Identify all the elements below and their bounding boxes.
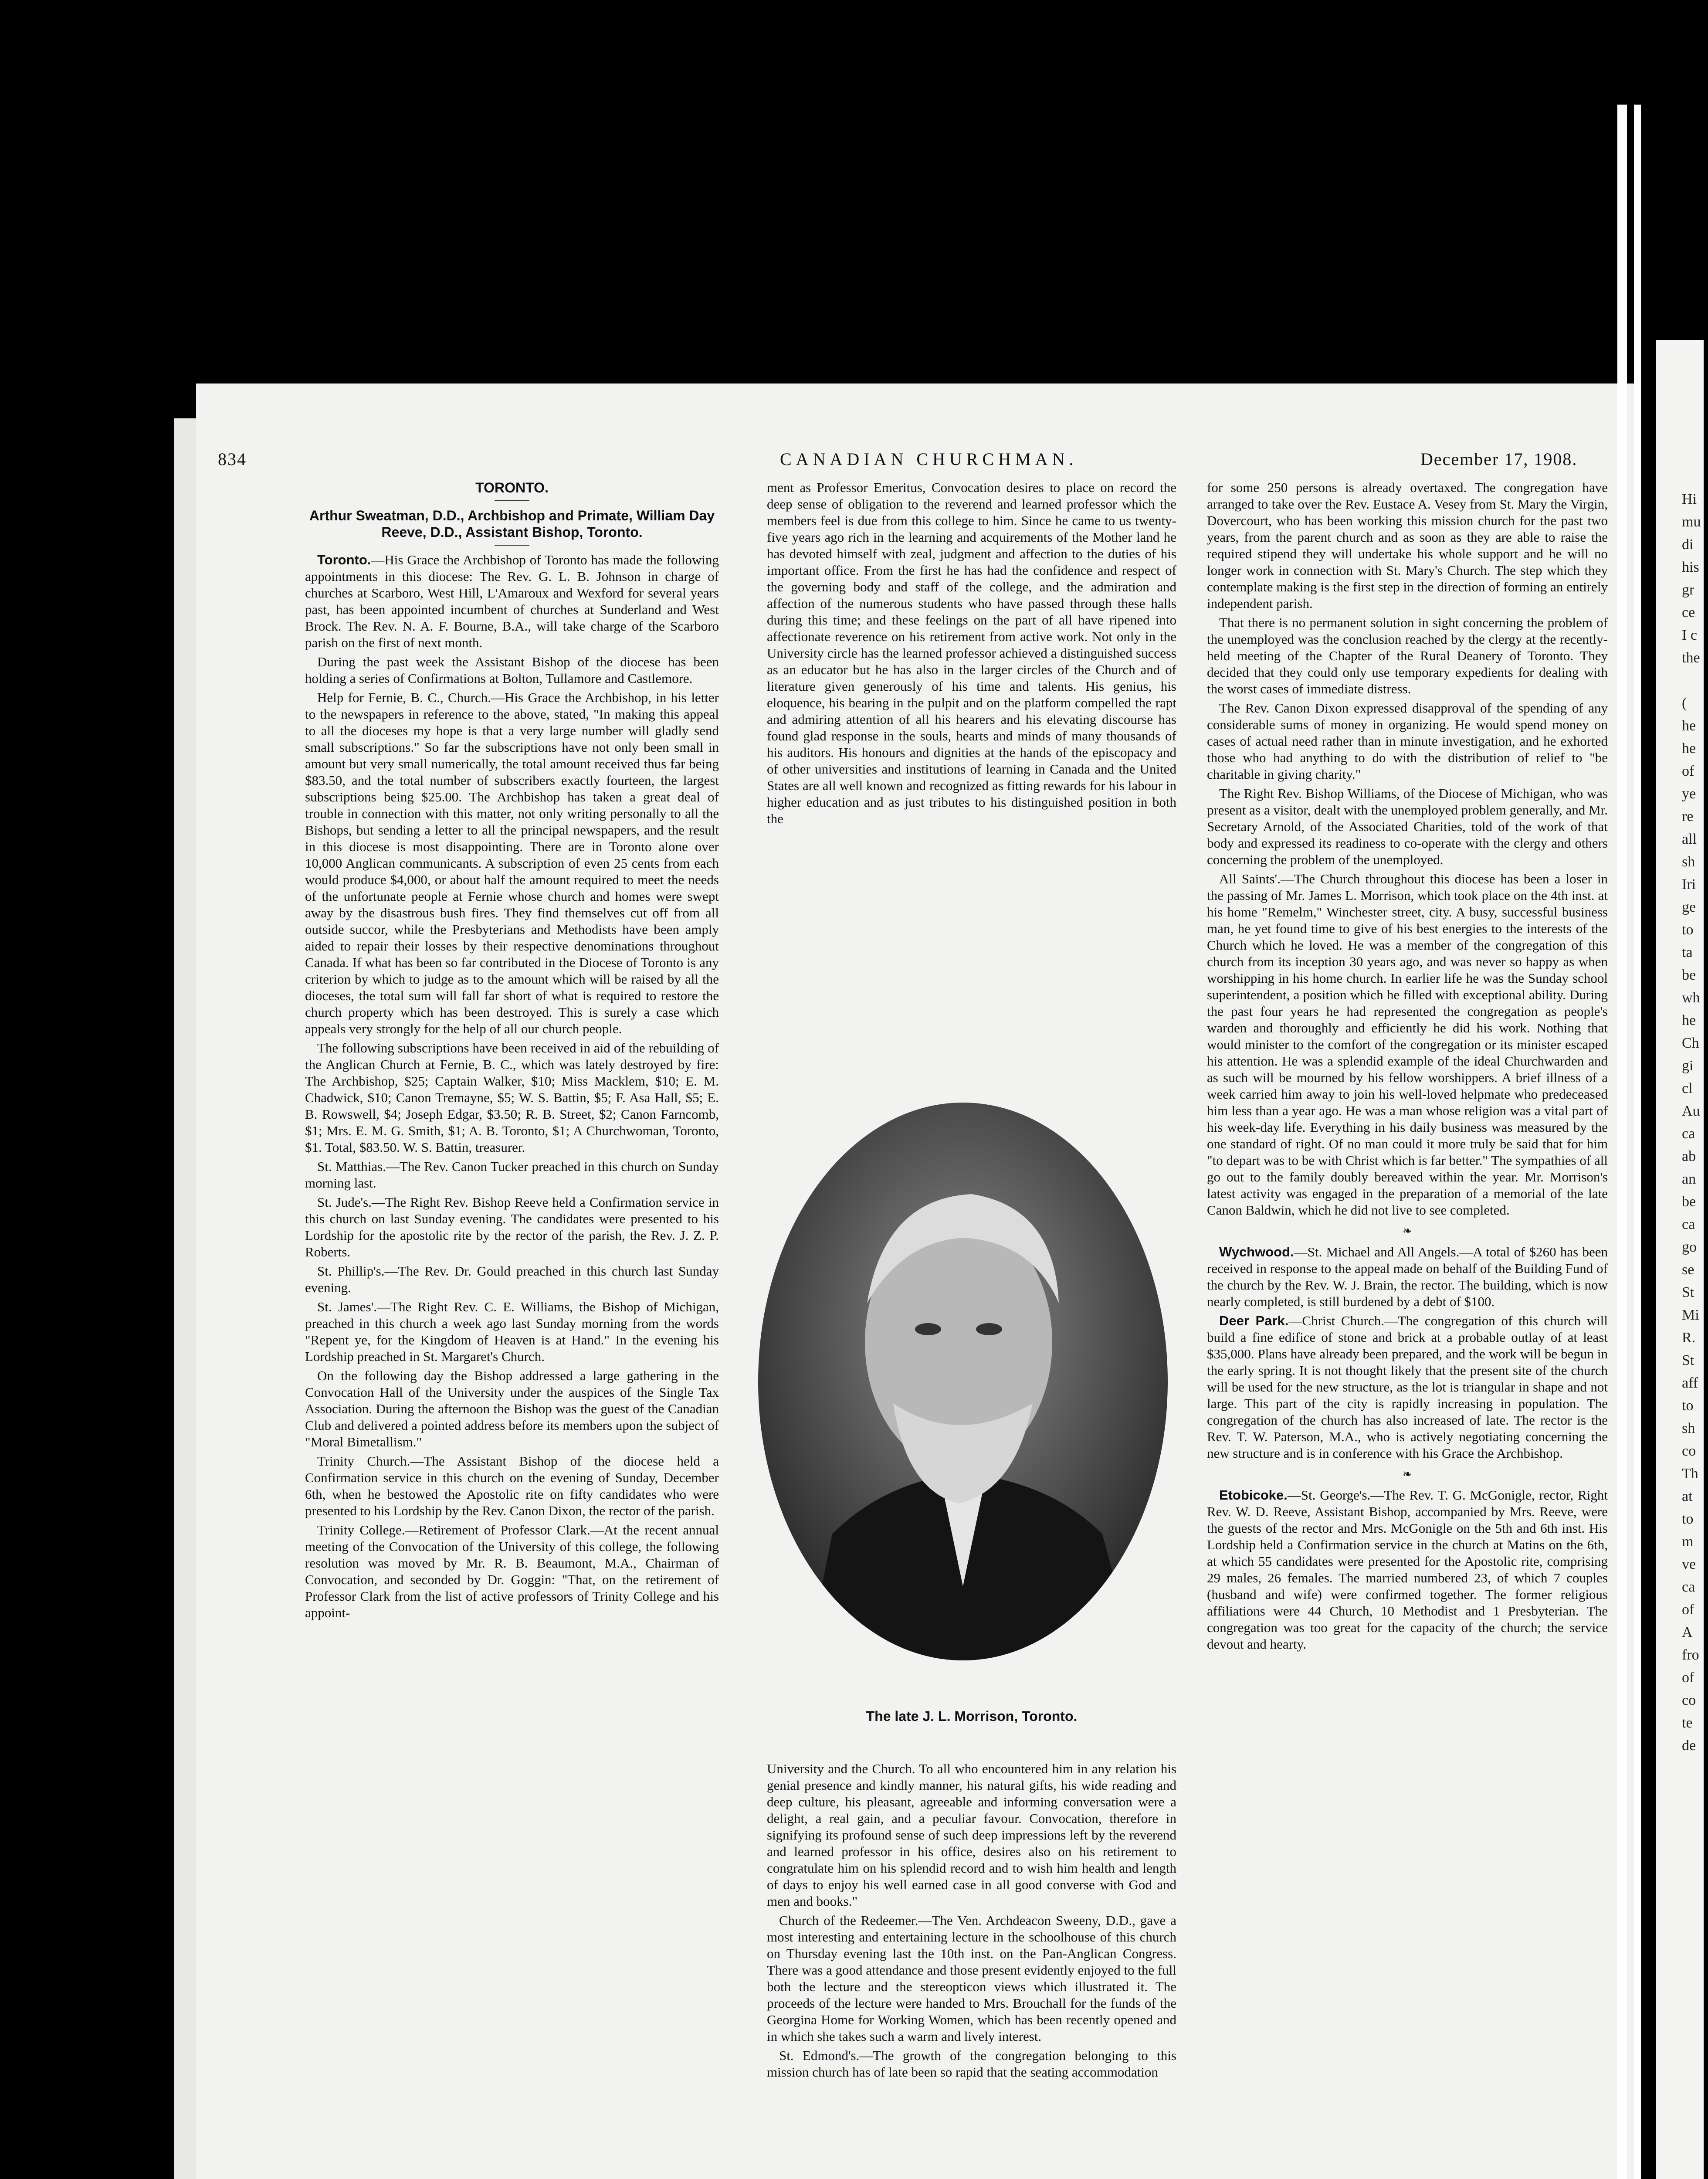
paragraph: St. Matthias.—The Rev. Canon Tucker preached in this church on Sunday morning last. bbox=[305, 1159, 719, 1191]
paragraph: The Rev. Canon Dixon expressed disapproval of the spending of any considerable sums of money in organizing. He would spend money on cases of actual need rather than in minute investigation, and he exhorted those who had anything to do with the distribution of relief to "be charitable in giving charity." bbox=[1207, 700, 1608, 782]
paragraph: That there is no permanent solution in sight concerning the problem of the unemployed was the conclusion reached by the clergy at the recently-held meeting of the Chapter of the Rural Deanery of Toronto. They decided that they could only use temporary expedients for dealing with the worst cases of immediate distress. bbox=[1207, 615, 1608, 696]
paragraph: St. Jude's.—The Right Rev. Bishop Reeve held a Confirmation service in this church on last Sunday evening. The candidates were presented to his Lordship for the apostolic rite by the rector of the parish, the Rev. J. Z. P. Roberts. bbox=[305, 1195, 719, 1259]
paragraph-text: —St. Michael and All Angels.—A total of $260 has been received in response to the appeal made on behalf of the Building Fund of the church by the Rev. W. J. Brain, the rector. The building, which is now nearly completed, is still burdened by a debt of $100. bbox=[1207, 1244, 1608, 1309]
paragraph-text: —His Grace the Archbishop of Toronto has made the following appointments in this diocese: The Rev. G. L. B. Johnson in charge of churches at Scarboro, West Hill, L'Amaroux and Wexford for several years past, has been appointed incumbent of churches at Sunderland and West Brock. The Rev. N. A. F. Bourne, B.A., will take charge of the Scarboro parish on the first of next month. bbox=[305, 552, 719, 650]
place-lead: Etobicoke. bbox=[1219, 1487, 1288, 1503]
paragraph bbox=[1207, 1313, 1608, 1462]
paragraph: for some 250 persons is already overtaxed. The congregation have arranged to take over the Rev. Eustace A. Vesey from St. Mary the Virgin, Dovercourt, who has been working this mission church for the past two years, from the parent church and as soon as they are able to raise the required stipend they will undertake his whole support and he will no longer work in connection with St. Mary's Church. The step which they contemplate making is the first step in the direction of forming an entirely independent parish. bbox=[1207, 480, 1608, 611]
issue-date: December 17, 1908. bbox=[1420, 449, 1578, 469]
paragraph bbox=[1207, 1244, 1608, 1310]
paragraph: Church of the Redeemer.—The Ven. Archdeacon Sweeny, D.D., gave a most interesting and entertaining lecture in the schoolhouse of this church on Thursday evening last the 10th inst. on the Pan-Anglican Congress. There was a good attendance and those present evidently enjoyed to the full both the lecture and the stereopticon views which illustrated it. The proceeds of the lecture were handed to Mrs. Brouchall for the funds of the Georgina Home for Working Women, which has been recently opened and in which she takes such a warm and lively interest. bbox=[767, 1913, 1177, 2044]
paragraph: Trinity Church.—The Assistant Bishop of the diocese held a Confirmation service in this church on the evening of Sunday, December 6th, when he bestowed the Apostolic rite on fifty candidates who were presented to his Lordship by the Rev. Canon Dixon, the rector of the parish. bbox=[305, 1453, 719, 1518]
section-title: TORONTO. bbox=[475, 480, 549, 496]
scan-bar bbox=[1617, 105, 1627, 2179]
paragraph: Trinity College.—Retirement of Professor Clark.—At the recent annual meeting of the Convocation of the University of this college, the following resolution was moved by Mr. R. B. Beaumont, M.A., Chairman of Convocation, and seconded by Dr. Goggin: "That, on the retirement of Professor Clark from the list of active professors of Trinity College and his appoint- bbox=[305, 1522, 719, 1620]
paragraph: The following subscriptions have been received in aid of the rebuilding of the Anglican Church at Fernie, B. C., which was lately destroyed by fire: The Archbishop, $25; Captain Walker, $10; Miss Macklem, $10; E. M. Chadwick, $10; Canon Tremayne, $5; W. S. Battin, $5; F. Asa Hall, $5; E. B. Rowswell, $4; Joseph Edgar, $3.50; R. B. Street, $2; Canon Farncomb, $1; Mrs. E. M. G. Smith, $1; A. B. Toronto, $1; A Churchwoman, Toronto, $1. Total, $83.50. W. S. Battin, treasurer. bbox=[305, 1040, 719, 1155]
column-2-bottom bbox=[767, 1761, 1176, 2083]
column-1 bbox=[305, 479, 719, 1624]
paragraph: The Right Rev. Bishop Williams, of the Diocese of Michigan, who was present as a visitor, dealt with the unemployed problem generally, and Mr. Secretary Arnold, of the Associated Charities, told of the work of that body and expressed its readiness to co-operate with the clergy and others concerning the problem of the unemployed. bbox=[1207, 786, 1608, 867]
paragraph: During the past week the Assistant Bishop of the diocese has been holding a series of Confirmations at Bolton, Tullamore and Castlemore. bbox=[305, 654, 719, 686]
scan-bar bbox=[1634, 105, 1641, 2179]
right-page-fragment-text: Hi mu di his gr ce I c the ( he he of ye re all sh Iri ge to ta be wh he Ch gi cl Au ca ab an be ca go se St Mi R. St aff to sh co Th at to m ve ca of A fro of co te de bbox=[1682, 491, 1701, 1754]
place-lead: Wychwood. bbox=[1219, 1244, 1294, 1259]
paragraph-text: —St. George's.—The Rev. T. G. McGonigle, rector, Right Rev. W. D. Reeve, Assistant Bishop, accompanied by Mrs. Reeve, were the guests of the rector and Mrs. McGonigle on the 5th and 6th inst. His Lordship held a Confirmation service in the church at Matins on the 6th, at which 55 candidates were presented for the Apostolic rite, comprising 29 males, 26 females. The married numbered 23, of which 7 couples (husband and wife) were confirmed together. The former religious affiliations were 44 Church, 10 Methodist and 1 Presbyterian. The congregation was too great for the capacity of the church; the service devout and hearty. bbox=[1207, 1487, 1608, 1652]
ornament-icon: ❧ bbox=[1403, 1225, 1412, 1237]
section-subtitle: Arthur Sweatman, D.D., Archbishop and Primate, William Day Reeve, D.D., Assistant Bishop, Toronto. bbox=[309, 508, 715, 540]
paragraph: On the following day the Bishop addressed a large gathering in the Convocation Hall of the University under the auspices of the Single Tax Association. During the afternoon the Bishop was the guest of the Canadian Club and delivered a pointed address before its members upon the subject of "Moral Bimetallism." bbox=[305, 1368, 719, 1449]
paragraph: All Saints'.—The Church throughout this diocese has been a loser in the passing of Mr. James L. Morrison, which took place on the 4th inst. at his home "Remelm," Winchester street, city. A busy, successful business man, he yet found time to give of his best energies to the interests of the Church which he loved. He was a member of the congregation of this church from its inception 30 years ago, and was never so happy as when worshipping in his home church. In earlier life he was the Sunday school superintendent, a position which he filled with exceptional ability. During the past four years he had represented the congregation as people's warden and thoroughly and efficiently he did his work. Nothing that would minister to the comfort of the congregation or its minister escaped his attention. He was a splendid example of the ideal Churchwarden and as such will be mourned by his fellow worshippers. A brief illness of a week carried him away to join his well-loved helpmate who predeceased him less than a year ago. He was a man whose religion was a vital part of his week-day life. Everything in his daily business was measured by the one standard of right. Of no man could it more truly be said that for him "to depart was to be with Christ which is far better." The sympathies of all go out to the family doubly bereaved within the year. Mr. Morrison's latest activity was engaged in the preparation of a memorial of the late Canon Baldwin, which he did not live to see completed. bbox=[1207, 871, 1608, 1218]
paragraph: ment as Professor Emeritus, Convocation desires to place on record the deep sense of obligation to the reverend and learned professor which the members feel is due from this college to him. Since he came to us twenty-five years ago rich in the learning and acquirements of the Mother land he has devoted himself with zeal, judgment and affection to the duties of his important office. From the first he has had the confidence and respect of the governing body and staff of the college, and the admiration and affection of the numerous students who have passed through these halls during this time; and these feelings on the part of all have ripened into affectionate reverence on his retirement from active work. Not only in the University circle has the learned professor achieved a distinguished success as an educator but he has also in the larger circles of the Church and of literature given generously of his time and talents. His genius, his eloquence, his bearing in the pulpit and on the platform compelled the rapt and admiring attention of all his hearers and his elevating discourse has found glad response in the souls, hearts and minds of many thousands of his auditors. His honours and dignities at the hands of the episcopacy and of other universities and institutions of learning in Canada and the United States are all well known and recognized as fitting rewards for his labour in higher education and as just tributes to his distinguished position in both the bbox=[767, 480, 1176, 826]
page-number: 834 bbox=[218, 449, 247, 469]
paragraph bbox=[1207, 1487, 1608, 1653]
column-2-top bbox=[767, 479, 1176, 830]
paragraph: University and the Church. To all who encountered him in any relation his genial presence and kindly manner, his natural gifts, his wide reading and deep culture, his pleasant, agreeable and informing conversation were a delight, a real gain, and a peculiar favour. Convocation, therefore in signifying its profound sense of such deep impressions left by the reverend and learned professor in his office, desires also on his retirement to congratulate him on his splendid record and to wish him health and length of days to enjoy his well earned case in all good converse with God and men and books." bbox=[767, 1761, 1176, 1909]
place-lead: Toronto. bbox=[317, 552, 371, 567]
column-3 bbox=[1207, 479, 1608, 1655]
paragraph-text: —Christ Church.—The congregation of this church will build a fine edifice of stone and brick at a probable outlay of at least $35,000. Plans have already been prepared, and the work will be begun in the early spring. It is not thought likely that the present site of the church will be used for the new structure, as the lot is triangular in shape and not large. This part of the city is rapidly increasing in population. The congregation of the church has also increased of late. The rector is the Rev. T. W. Paterson, M.A., who is actively negotiating concerning the new structure and is in conference with his Grace the Archbishop. bbox=[1207, 1313, 1608, 1461]
paragraph: St. Phillip's.—The Rev. Dr. Gould preached in this church last Sunday evening. bbox=[305, 1263, 719, 1295]
paragraph: Help for Fernie, B. C., Church.—His Grace the Archbishop, in his letter to the newspapers in reference to the above, stated, "In making this appeal to all the dioceses my hope is that a very large number will gladly send small subscriptions." So far the subscriptions have not only been small in amount but very small numerically, the total amount received thus far being $83.50, and the total number of subscribers exactly fourteen, the largest subscriptions being $25.00. The Archbishop has taken a great deal of trouble in connection with this matter, not only writing personally to all the Bishops, but sending a letter to all the principal newspapers, and the result in this diocese is most disappointing. There are in Toronto alone over 10,000 Anglican communicants. A subscription of even 25 cents from each would produce $4,000, or about half the amount required to meet the needs of the unfortunate people at Fernie whose church and homes were swept away by the disastrous bush fires. They find themselves cut off from all outside succor, while the Presbyterians and Methodists have been amply aided to repair their losses by their respective denominations throughout Canada. If what has been so far contributed in the Diocese of Toronto is any criterion by which to judge as to the amount which will be raised by all the dioceses, the total sum will fall far short of what is required to restore the church property which has been destroyed. This is surely a case which appeals very strongly for the help of all our church people. bbox=[305, 690, 719, 1036]
ornament-icon: ❧ bbox=[1403, 1468, 1412, 1480]
portrait-photo bbox=[754, 1098, 1172, 1665]
rule-divider bbox=[495, 500, 529, 501]
rule-divider bbox=[495, 545, 529, 546]
paragraph: St. James'.—The Right Rev. C. E. Williams, the Bishop of Michigan, preached in this church a week ago last Sunday morning from the words "Repent ye, for the Kingdom of Heaven is at Hand." In the evening his Lordship preached in St. Margaret's Church. bbox=[305, 1299, 719, 1364]
place-lead: Deer Park. bbox=[1219, 1313, 1289, 1328]
photo-caption: The late J. L. Morrison, Toronto. bbox=[866, 1708, 1078, 1724]
paragraph: St. Edmond's.—The growth of the congregation belonging to this mission church has of late been so rapid that the seating accommodation bbox=[767, 2048, 1176, 2080]
paragraph bbox=[305, 552, 719, 651]
publication-title: CANADIAN CHURCHMAN. bbox=[780, 449, 1078, 469]
